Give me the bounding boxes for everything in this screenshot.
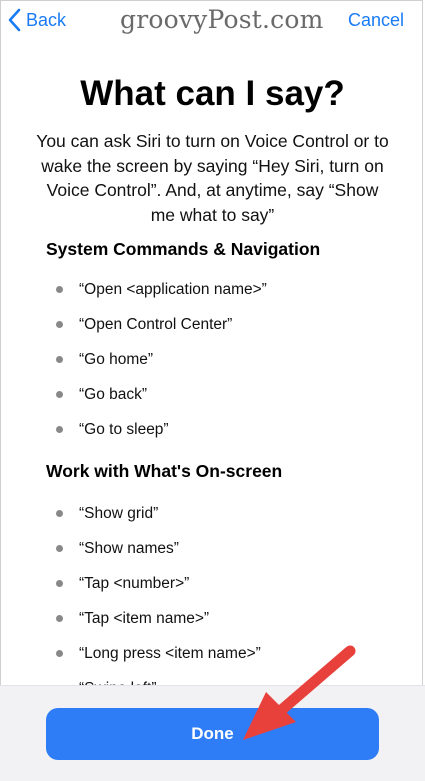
section-heading-on-screen: Work with What's On-screen <box>46 461 283 481</box>
list-item: “Tap <number>” <box>56 566 261 601</box>
navigation-bar <box>0 0 425 44</box>
bullet-icon <box>56 545 63 552</box>
list-item: “Show names” <box>56 531 261 566</box>
bullet-icon <box>56 321 63 328</box>
list-item: “Go back” <box>56 377 267 412</box>
list-item: “Go to sleep” <box>56 412 267 447</box>
list-item: “Go home” <box>56 342 267 377</box>
page-title: What can I say? <box>80 74 345 113</box>
bullet-icon <box>56 615 63 622</box>
watermark-logo: groovyPost.com <box>120 5 324 34</box>
system-commands-list <box>56 272 267 447</box>
on-screen-commands-list <box>56 496 261 706</box>
bullet-icon <box>56 580 63 587</box>
cancel-button[interactable]: Cancel <box>347 10 404 30</box>
done-label: Done <box>191 724 234 743</box>
list-item: “Show grid” <box>56 496 261 531</box>
bullet-icon <box>56 356 63 363</box>
bullet-icon <box>56 286 63 293</box>
list-item: “Open Control Center” <box>56 307 267 342</box>
back-button[interactable] <box>8 6 66 34</box>
done-button[interactable] <box>46 708 379 760</box>
intro-text: You can ask Siri to turn on Voice Control or to wake the screen by saying “Hey Siri, turn on Voice Control”. And, at anytime, say “Show me what to say” <box>36 131 389 225</box>
bullet-icon <box>56 391 63 398</box>
section-heading-system-commands: System Commands & Navigation <box>46 239 321 259</box>
list-item: “Open <application name>” <box>56 272 267 307</box>
bullet-icon <box>56 650 63 657</box>
chevron-left-icon <box>8 8 22 32</box>
bullet-icon <box>56 510 63 517</box>
list-item: “Long press <item name>” <box>56 636 261 671</box>
list-item: “Tap <item name>” <box>56 601 261 636</box>
back-label: Back <box>26 9 67 30</box>
bullet-icon <box>56 426 63 433</box>
